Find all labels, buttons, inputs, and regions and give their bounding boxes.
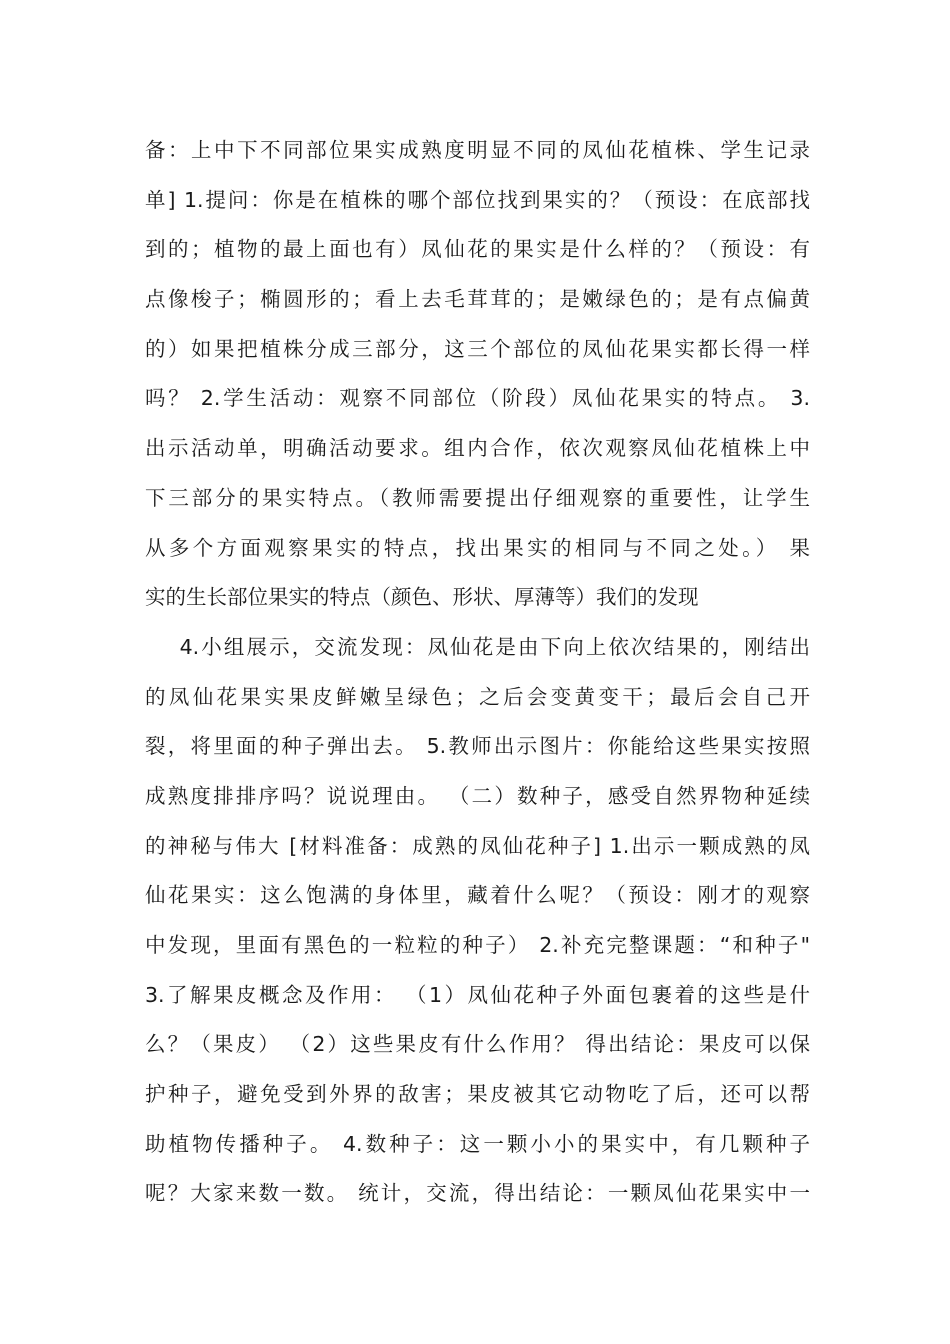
- text-line-4: 点像梭子；椭圆形的；看上去毛茸茸的；是嫩绿色的；是有点偏黄: [145, 287, 810, 312]
- text-line-22: 呢？大家来数一数。 统计，交流，得出结论：一颗凤仙花果实中一: [145, 1181, 810, 1206]
- text-line-15: 的神秘与伟大 [材料准备：成熟的凤仙花种子] 1.出示一颗成熟的凤: [145, 833, 810, 858]
- text-line-11: 4.小组展示，交流发现：凤仙花是由下向上依次结果的，刚结出: [145, 634, 810, 659]
- text-line-2: 单] 1.提问：你是在植株的哪个部位找到果实的？（预设：在底部找: [145, 187, 810, 212]
- text-line-16: 仙花果实：这么饱满的身体里，藏着什么呢？（预设：刚才的观察: [145, 883, 810, 908]
- text-line-7: 出示活动单，明确活动要求。组内合作，依次观察凤仙花植株上中: [145, 436, 810, 461]
- text-line-12: 的凤仙花果实果皮鲜嫩呈绿色；之后会变黄变干；最后会自己开: [145, 684, 810, 709]
- text-line-3: 到的；植物的最上面也有）凤仙花的果实是什么样的？（预设：有: [145, 237, 810, 262]
- text-line-17: 中发现，里面有黑色的一粒粒的种子） 2.补充完整课题：“和种子": [145, 933, 810, 957]
- text-line-1: 备：上中下不同部位果实成熟度明显不同的凤仙花植株、学生记录: [145, 138, 810, 162]
- text-line-6: 吗？ 2.学生活动：观察不同部位（阶段）凤仙花果实的特点。 3.: [145, 386, 810, 411]
- text-line-20: 护种子，避免受到外界的敌害；果皮被其它动物吃了后，还可以帮: [145, 1082, 810, 1107]
- text-line-10: 实的生长部位果实的特点（颜色、形状、厚薄等）我们的发现: [145, 585, 699, 610]
- text-line-9: 从多个方面观察果实的特点，找出果实的相同与不同之处。） 果: [145, 535, 810, 560]
- text-line-13: 裂，将里面的种子弹出去。 5.教师出示图片：你能给这些果实按照: [145, 734, 810, 759]
- text-line-14: 成熟度排排序吗？说说理由。 （二）数种子，感受自然界物种延续: [145, 783, 810, 808]
- text-line-19: 么？（果皮） （2）这些果皮有什么作用？ 得出结论：果皮可以保: [145, 1032, 810, 1057]
- text-line-21: 助植物传播种子。 4.数种子：这一颗小小的果实中，有几颗种子: [145, 1131, 810, 1156]
- text-line-18: 3.了解果皮概念及作用： （1）凤仙花种子外面包裹着的这些是什: [145, 982, 810, 1007]
- text-line-5: 的）如果把植株分成三部分，这三个部位的凤仙花果实都长得一样: [145, 336, 810, 361]
- text-line-8: 下三部分的果实特点。（教师需要提出仔细观察的重要性，让学生: [145, 485, 810, 510]
- body-text: [145, 126, 810, 1219]
